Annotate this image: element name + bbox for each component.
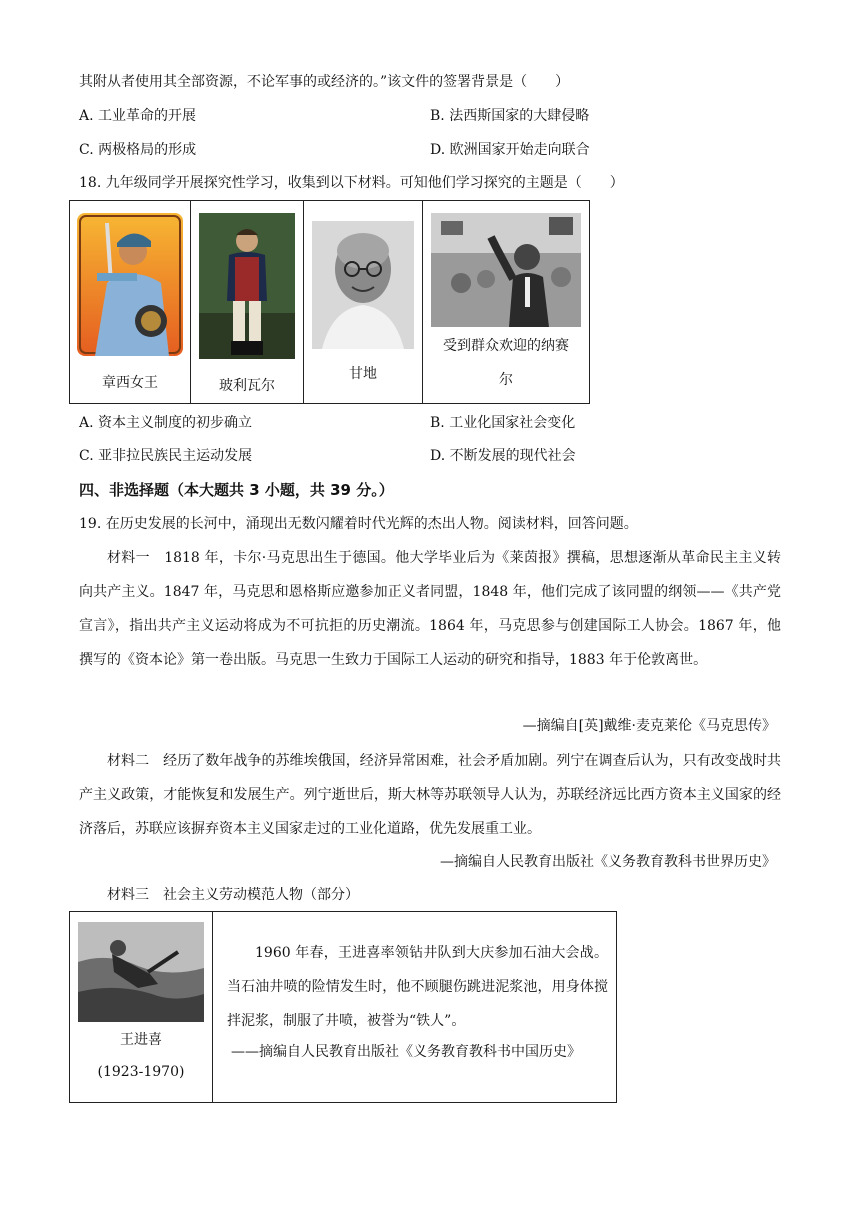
bolivar-portrait-icon [199,213,295,359]
material-2: 材料二 经历了数年战争的苏维埃俄国，经济异常困难，社会矛盾加剧。列宁在调查后认为，只有改变战时共产主义政策，才能恢复和发展生产。列宁逝世后，斯大林等苏联领导人认为，苏联经济远比西方资本主义国家的经济落后，苏联应该摒弃资本主义国家走过的工业化道路，优先发展重工业。 [79,753,781,837]
q18-cell-nasser [423,201,590,404]
material-3-source: ——摘编自人民教育出版社《义务教育教科书中国历史》 [231,1044,581,1060]
material-3-table [69,911,617,1103]
gandhi-photo-icon [312,221,414,349]
material-3-photo-cell [70,912,213,1103]
material-3-years: (1923-1970) [97,1064,185,1080]
q17-option-c[interactable]: C. 两极格局的形成 [79,142,197,158]
q18-cell-queen [70,201,191,404]
q18-caption-4 [423,329,589,397]
q18-image-table [69,200,590,404]
q18-cell-gandhi [304,201,423,404]
q17-option-d[interactable]: D. 欧洲国家开始走向联合 [430,142,590,158]
q18-caption-4-line2: 尔 [499,372,513,388]
nasser-photo-icon [431,213,581,327]
q18-caption-1: 章西女王 [102,375,158,391]
material-1-source: —摘编自[英]戴维·麦克莱伦《马克思传》 [522,718,776,734]
q19-stem: 19. 在历史发展的长河中，涌现出无数闪耀着时代光辉的杰出人物。阅读材料，回答问题。 [79,516,638,532]
q18-cell-bolivar [191,201,304,404]
material-3-name: 王进喜 [120,1032,162,1048]
q18-caption-2: 玻利瓦尔 [219,378,275,394]
queen-portrait-icon [77,213,183,356]
q17-stem-end: 其附从者使用其全部资源，不论军事的或经济的。”该文件的签署背景是（ ） [79,74,570,90]
q18-caption-4-line1: 受到群众欢迎的纳赛 [443,338,569,354]
q18-stem: 18. 九年级同学开展探究性学习，收集到以下材料。可知他们学习探究的主题是（ ） [79,175,624,191]
material-3-text-cell [213,912,617,1103]
q17-option-b[interactable]: B. 法西斯国家的大肆侵略 [430,108,590,124]
wang-jinxi-photo-icon [78,922,204,1022]
q18-option-d[interactable]: D. 不断发展的现代社会 [430,448,576,464]
q17-option-a[interactable]: A. 工业革命的开展 [79,108,197,124]
material-3-title: 材料三 社会主义劳动模范人物（部分） [107,887,359,903]
material-1: 材料一 1818 年，卡尔·马克思出生于德国。他大学毕业后为《莱茵报》撰稿，思想逐渐从革命民主主义转向共产主义。1847 年，马克思和恩格斯应邀参加正义者同盟，1848 年，他们完成了该同盟的纲领——《共产党宣言》，指出共产主义运动将成为不可抗拒的历史潮流。1864 年，马克思参与创建国际工人协会。1867 年，他撰写的《资本论》第一卷出版。马克思一生致力于国际工人运动的研究和指导，1883 年于伦敦离世。 [79,550,781,668]
q18-option-b[interactable]: B. 工业化国家社会变化 [430,415,576,431]
material-3-text: 1960 年春，王进喜率领钻井队到大庆参加石油大会战。当石油井喷的险情发生时，他不顾腿伤跳进泥浆池，用身体搅拌泥浆，制服了井喷，被誉为“铁人”。 [227,945,608,1029]
q18-caption-3: 甘地 [349,366,377,382]
material-2-source: —摘编自人民教育出版社《义务教育教科书世界历史》 [440,854,776,870]
q18-option-c[interactable]: C. 亚非拉民族民主运动发展 [79,448,253,464]
section-title: 四、非选择题（本大题共 3 小题，共 39 分。） [79,481,394,499]
q18-option-a[interactable]: A. 资本主义制度的初步确立 [79,415,253,431]
